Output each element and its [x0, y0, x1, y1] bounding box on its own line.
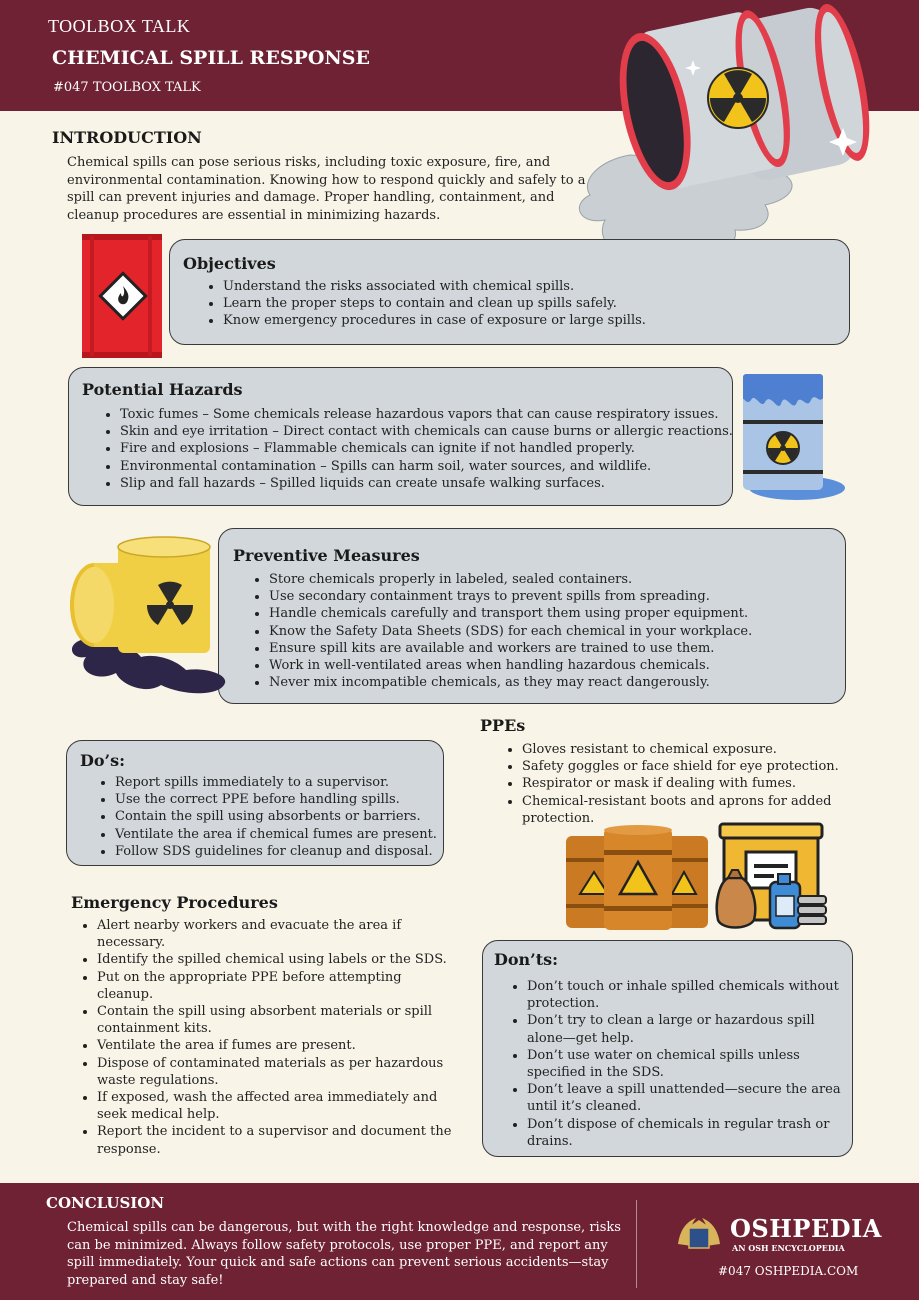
yellow-barrels-illustration: [66, 535, 231, 705]
list-item: • Contain the spill using absorbents or barriers.: [115, 808, 465, 825]
list-item: • Use secondary containment trays to prevent spills from spreading.: [269, 588, 859, 605]
preventive-list: [249, 571, 859, 691]
list-item: [522, 758, 882, 775]
list-item: [527, 1012, 867, 1046]
list-item-text: response.: [97, 1141, 161, 1157]
hazards-box: [68, 367, 733, 506]
list-item: • Environmental contamination – Spills can harm soil, water sources, and wildlife.: [120, 458, 750, 475]
list-item-text: Don’t leave a spill unattended—secure the area: [527, 1082, 841, 1098]
list-item-text: Don’t use water on chemical spills unless: [527, 1047, 800, 1063]
list-item: • Use the correct PPE before handling spills.: [115, 791, 465, 808]
header-subtitle: #047 TOOLBOX TALK: [53, 80, 201, 95]
radiation-icon: [767, 432, 799, 464]
list-item-text: necessary.: [97, 935, 166, 951]
list-item: • Never mix incompatible chemicals, as they may react dangerously.: [269, 674, 859, 691]
list-item: • Slip and fall hazards – Spilled liquids can create unsafe walking surfaces.: [120, 475, 750, 492]
list-item-text: Identify the spilled chemical using labels or the SDS.: [97, 952, 447, 968]
donts-box: [482, 940, 853, 1157]
introduction-text: [67, 154, 587, 224]
introduction-line: cleanup procedures are essential in minimizing hazards.: [67, 207, 441, 223]
dos-heading: Do’s:: [80, 751, 126, 770]
ppes-list: [502, 741, 882, 827]
introduction-heading: INTRODUCTION: [52, 128, 202, 147]
list-item: • Fire and explosions – Flammable chemicals can ignite if not handled properly.: [120, 440, 750, 457]
list-item-text: Respirator or mask if dealing with fumes.: [522, 776, 796, 792]
donts-heading: Don’ts:: [494, 950, 559, 969]
oshpedia-logo-icon: [674, 1214, 724, 1254]
hazards-list: [100, 406, 750, 492]
list-item: • Ensure spill kits are available and workers are trained to use them.: [269, 640, 859, 657]
list-item-text: Alert nearby workers and evacuate the area if: [97, 918, 402, 933]
list-item-text: Ventilate the area if fumes are present.: [97, 1038, 356, 1054]
list-item-text: Don’t touch or inhale spilled chemicals without: [527, 979, 839, 994]
emergency-list: [77, 917, 477, 1158]
list-item-text: Chemical-resistant boots and aprons for added: [522, 793, 832, 809]
list-item-text: Don’t dispose of chemicals in regular trash or: [527, 1116, 830, 1132]
brand-name: OSHPEDIA: [730, 1214, 882, 1243]
list-item: [527, 1047, 867, 1081]
list-item-text: cleanup.: [97, 986, 154, 1002]
blue-barrel-illustration: [735, 370, 850, 510]
list-item: • Skin and eye irritation – Direct contact with chemicals can cause burns or allergic reactions.: [120, 423, 750, 440]
list-item-text: Report the incident to a supervisor and document the: [97, 1124, 452, 1140]
emergency-heading: Emergency Procedures: [71, 893, 278, 912]
list-item: [527, 978, 867, 1012]
list-item: • Follow SDS guidelines for cleanup and disposal.: [115, 843, 465, 860]
preventive-heading: Preventive Measures: [233, 546, 420, 565]
list-item: • Report spills immediately to a supervisor.: [115, 774, 465, 791]
header-kicker: TOOLBOX TALK: [48, 16, 191, 36]
red-drum-illustration: [80, 232, 164, 360]
list-item: [97, 1123, 477, 1157]
list-item-text: If exposed, wash the affected area immediately and: [97, 1090, 438, 1106]
list-item: • Know the Safety Data Sheets (SDS) for each chemical in your workplace.: [269, 623, 859, 640]
list-item: [97, 1037, 477, 1054]
list-item: • Store chemicals properly in labeled, sealed containers.: [269, 571, 859, 588]
conclusion-line: spill immediately. Your quick and safe actions can prevent serious accidents—stay: [67, 1255, 609, 1270]
list-item: • Toxic fumes – Some chemicals release hazardous vapors that can cause respiratory issues.: [120, 406, 750, 423]
list-item-text: Contain the spill using absorbent materials or spill: [97, 1004, 433, 1020]
list-item: [97, 969, 477, 1003]
list-item-text: seek medical help.: [97, 1107, 220, 1123]
conclusion-heading: CONCLUSION: [46, 1194, 165, 1212]
list-item: [527, 1081, 867, 1115]
ppes-heading: PPEs: [480, 716, 526, 735]
list-item: [527, 1116, 867, 1150]
footer-code: #047 OSHPEDIA.COM: [718, 1264, 859, 1278]
list-item: • Understand the risks associated with chemical spills.: [223, 278, 853, 295]
dos-list: [95, 774, 465, 860]
list-item-text: drains.: [527, 1133, 573, 1149]
introduction-line: spill can prevent injuries and damage. Proper handling, containment, and: [67, 190, 555, 205]
list-item-text: protection.: [522, 810, 595, 826]
list-item-text: containment kits.: [97, 1021, 212, 1037]
page-title: CHEMICAL SPILL RESPONSE: [52, 47, 370, 69]
hazards-heading: Potential Hazards: [82, 380, 243, 399]
brand-tagline: AN OSH ENCYCLOPEDIA: [732, 1243, 845, 1253]
conclusion-text: [67, 1219, 627, 1289]
introduction-line: Chemical spills can pose serious risks, including toxic exposure, fire, and: [67, 155, 551, 170]
objectives-box: [169, 239, 850, 345]
list-item: [522, 741, 882, 758]
list-item-text: Dispose of contaminated materials as per hazardous: [97, 1055, 444, 1071]
preventive-box: [218, 528, 846, 704]
list-item-text: alone—get help.: [527, 1030, 634, 1046]
list-item: • Handle chemicals carefully and transport them using proper equipment.: [269, 605, 859, 622]
introduction-line: environmental contamination. Knowing how to respond quickly and safely to a: [67, 172, 586, 188]
list-item: [97, 951, 477, 968]
list-item: [97, 1055, 477, 1089]
conclusion-line: can be minimized. Always follow safety protocols, use proper PPE, and report any: [67, 1237, 608, 1253]
list-item-text: Put on the appropriate PPE before attempting: [97, 969, 402, 985]
list-item: • Ventilate the area if chemical fumes are present.: [115, 826, 465, 843]
footer-divider: [636, 1200, 637, 1288]
list-item-text: waste regulations.: [97, 1072, 219, 1088]
hazard-containers-illustration: [562, 822, 832, 934]
list-item-text: Gloves resistant to chemical exposure.: [522, 742, 777, 757]
donts-list: [507, 978, 867, 1150]
list-item: • Learn the proper steps to contain and clean up spills safely.: [223, 295, 853, 312]
list-item: [97, 1089, 477, 1123]
conclusion-line: Chemical spills can be dangerous, but with the right knowledge and response, risks: [67, 1220, 621, 1235]
radiation-icon: [708, 68, 768, 128]
list-item-text: specified in the SDS.: [527, 1065, 664, 1081]
list-item: • Work in well-ventilated areas when handling hazardous chemicals.: [269, 657, 859, 674]
conclusion-line: prepared and stay safe!: [67, 1272, 224, 1288]
list-item: • Know emergency procedures in case of exposure or large spills.: [223, 312, 853, 329]
list-item-text: Don’t try to clean a large or hazardous spill: [527, 1013, 815, 1029]
dos-box: [66, 740, 444, 866]
list-item: [522, 775, 882, 792]
list-item-text: Safety goggles or face shield for eye protection.: [522, 759, 839, 775]
objectives-heading: Objectives: [183, 254, 276, 273]
list-item-text: until it’s cleaned.: [527, 1099, 642, 1115]
list-item-text: protection.: [527, 996, 600, 1012]
objectives-list: [203, 278, 853, 330]
list-item: [97, 1003, 477, 1037]
list-item: [97, 917, 477, 951]
